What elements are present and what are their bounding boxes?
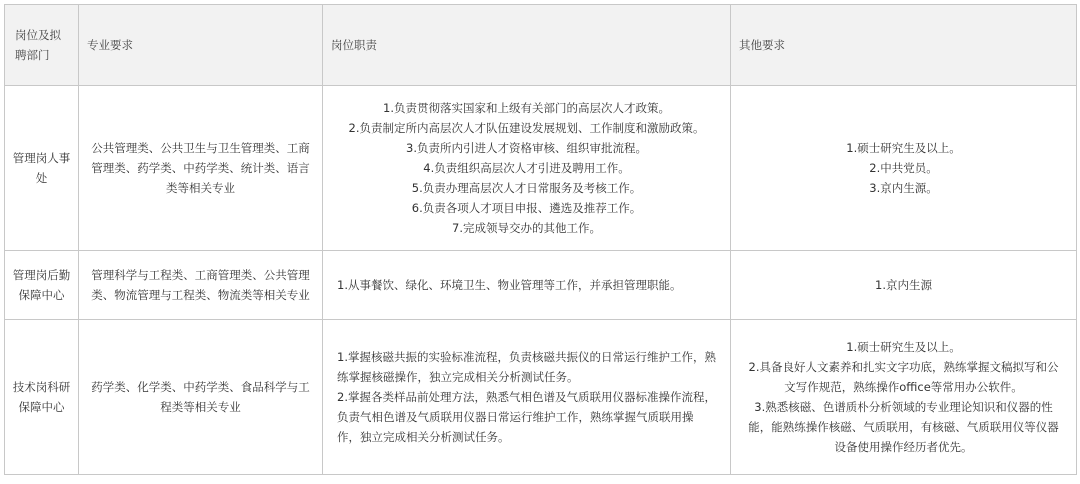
duty-item: 7.完成领导交办的其他工作。: [452, 221, 601, 235]
table-row: [5, 251, 1077, 320]
header-duties: 岗位职责: [323, 5, 731, 86]
other-cell: [731, 86, 1077, 251]
duty-item: 2.负责制定所内高层次人才队伍建设发展规划、工作制度和激励政策。: [348, 121, 705, 135]
duties-cell: [323, 320, 731, 475]
major-cell: 公共管理类、公共卫生与卫生管理类、工商管理类、药学类、中药学类、统计类、语言类等相关专业: [79, 86, 323, 251]
duty-item: 6.负责各项人才项目申报、遴选及推荐工作。: [411, 201, 642, 215]
recruitment-table: [4, 4, 1077, 475]
requirement-item: 2.具备良好人文素养和扎实文字功底，熟练掌握文稿拟写和公文写作规范，熟练操作office等常用办公软件。: [748, 360, 1059, 394]
table-row: [5, 86, 1077, 251]
header-major: 专业要求: [79, 5, 323, 86]
major-cell: 管理科学与工程类、工商管理类、公共管理类、物流管理与工程类、物流类等相关专业: [79, 251, 323, 320]
other-cell: [731, 251, 1077, 320]
requirement-item: 2.中共党员。: [869, 161, 938, 175]
header-row: [5, 5, 1077, 86]
requirement-item: 1.京内生源: [875, 278, 932, 292]
header-dept: 岗位及拟聘部门: [5, 5, 79, 86]
duty-item: 2.掌握各类样品前处理方法，熟悉气相色谱及气质联用仪器标准操作流程，负责气相色谱及气质联用仪器日常运行维护工作，熟练掌握气质联用操作，独立完成相关分析测试任务。: [337, 390, 716, 444]
duty-item: 1.负责贯彻落实国家和上级有关部门的高层次人才政策。: [383, 101, 670, 115]
duty-item: 5.负责办理高层次人才日常服务及考核工作。: [411, 181, 642, 195]
other-cell: [731, 320, 1077, 475]
dept-cell: 管理岗人事处: [5, 86, 79, 251]
requirement-item: 1.硕士研究生及以上。: [846, 141, 961, 155]
duty-item: 1.从事餐饮、绿化、环境卫生、物业管理等工作，并承担管理职能。: [337, 278, 682, 292]
duty-item: 4.负责组织高层次人才引进及聘用工作。: [423, 161, 630, 175]
requirement-item: 1.硕士研究生及以上。: [846, 340, 961, 354]
table-row: [5, 320, 1077, 475]
duty-item: 3.负责所内引进人才资格审核、组织审批流程。: [406, 141, 647, 155]
duties-cell: [323, 86, 731, 251]
dept-cell: 技术岗科研保障中心: [5, 320, 79, 475]
duties-cell: [323, 251, 731, 320]
duty-item: 1.掌握核磁共振的实验标准流程，负责核磁共振仪的日常运行维护工作，熟练掌握核磁操作，独立完成相关分析测试任务。: [337, 350, 716, 384]
major-cell: 药学类、化学类、中药学类、食品科学与工程类等相关专业: [79, 320, 323, 475]
requirement-item: 3.京内生源。: [869, 181, 938, 195]
requirement-item: 3.熟悉核磁、色谱质朴分析领域的专业理论知识和仪器的性能，能熟练操作核磁、气质联用，有核磁、气质联用仪等仪器设备使用操作经历者优先。: [748, 400, 1059, 454]
dept-cell: 管理岗后勤保障中心: [5, 251, 79, 320]
header-other: 其他要求: [731, 5, 1077, 86]
